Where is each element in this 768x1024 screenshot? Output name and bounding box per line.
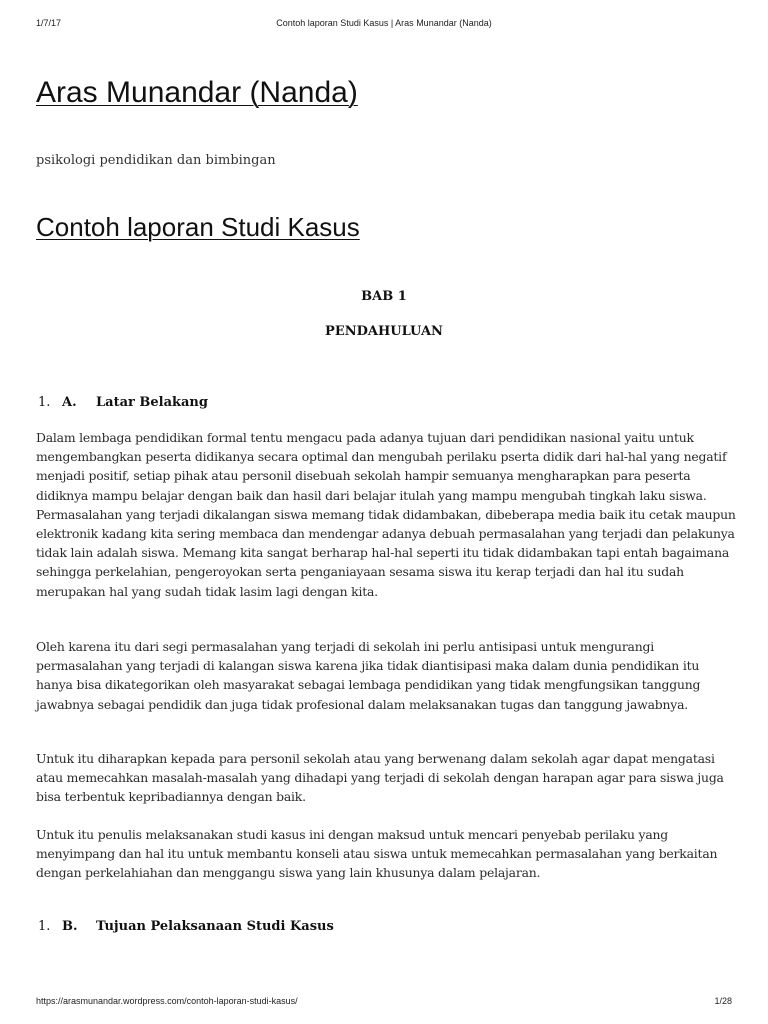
print-header	[36, 18, 732, 32]
section-heading-latar-belakang	[38, 395, 208, 410]
body-paragraph: Oleh karena itu dari segi permasalahan yang terjadi di sekolah ini perlu antisipasi untuk mengurangi permasalahan yang terjadi di kalangan siswa karena jika tidak diantisipasi maka dalam dunia pendidikan itu hanya bisa dikategorikan oleh masyarakat sebagai lembaga pendidikan yang tidak mengfungsikan tanggung jawabnya sebagai pendidik dan juga tidak profesional dalam melaksanakan tugas dan tanggung jawabnya.	[36, 639, 701, 712]
print-footer	[36, 996, 732, 1010]
body-paragraph: Untuk itu penulis melaksanakan studi kasus ini dengan maksud untuk mencari penyebab perilaku yang menyimpang dan hal itu untuk membantu konseli atau siswa untuk memecahkan permasalahan yang berkaitan dengan perkelahiahan dan menggangu siswa yang lain khusunya dalam pelajaran.	[36, 827, 718, 881]
post-title-link[interactable]: Contoh laporan Studi Kasus	[36, 212, 360, 242]
print-doc-title: Contoh laporan Studi Kasus | Aras Munandar (Nanda)	[276, 18, 492, 28]
print-url: https://arasmunandar.wordpress.com/contoh-laporan-studi-kasus/	[36, 996, 298, 1006]
body-paragraph: Dalam lembaga pendidikan formal tentu mengacu pada adanya tujuan dari pendidikan nasional yaitu untuk mengembangkan peserta didikanya secara optimal dan mengubah perilaku pserta didik dari hal-hal yang negatif menjadi positif, setiap pihak atau personil disebuah sekolah hampir semuanya mengharapkan para peserta didiknya mampu belajar dengan baik dan hasil dari belajar itulah yang mampu mengubah tingkah laku siswa. Permasalahan yang terjadi dikalangan siswa memang tidak didambakan, dibeberapa media baik itu cetak maupun elektronik kadang kita sering membaca dan mendengar adanya debuah permasalahan yang terjadi dan pelakunya tidak lain adalah siswa. Memang kita sangat berharap hal-hal seperti itu tidak didambakan tapi entah bagaimana sehingga perkelahian, pengeroyokan serta penganiayaan sesama siswa itu kerap terjadi dan hal itu sudah merupakan hal yang sudah tidak lasim lagi dengan kita.	[36, 430, 736, 599]
chapter-title: PENDAHULUAN	[325, 324, 443, 339]
section-title: Latar Belakang	[96, 395, 208, 410]
section-number: 1.	[38, 395, 51, 410]
print-date: 1/7/17	[36, 18, 62, 28]
section-heading-tujuan	[38, 919, 334, 934]
print-page-number: 1/28	[714, 996, 732, 1006]
section-title: Tujuan Pelaksanaan Studi Kasus	[96, 919, 334, 934]
site-title-link[interactable]: Aras Munandar (Nanda)	[36, 76, 358, 109]
site-tagline: psikologi pendidikan dan bimbingan	[36, 153, 276, 168]
body-paragraph: Untuk itu diharapkan kepada para personil sekolah atau yang berwenang dalam sekolah agar dapat mengatasi atau memecahkan masalah-masalah yang dihadapi yang terjadi di sekolah dengan harapan agar para siswa juga bisa terbentuk kepribadiannya dengan baik.	[36, 751, 724, 805]
section-letter: A.	[62, 395, 77, 410]
chapter-number: BAB 1	[361, 289, 407, 304]
section-number: 1.	[38, 919, 51, 934]
section-letter: B.	[62, 919, 78, 934]
